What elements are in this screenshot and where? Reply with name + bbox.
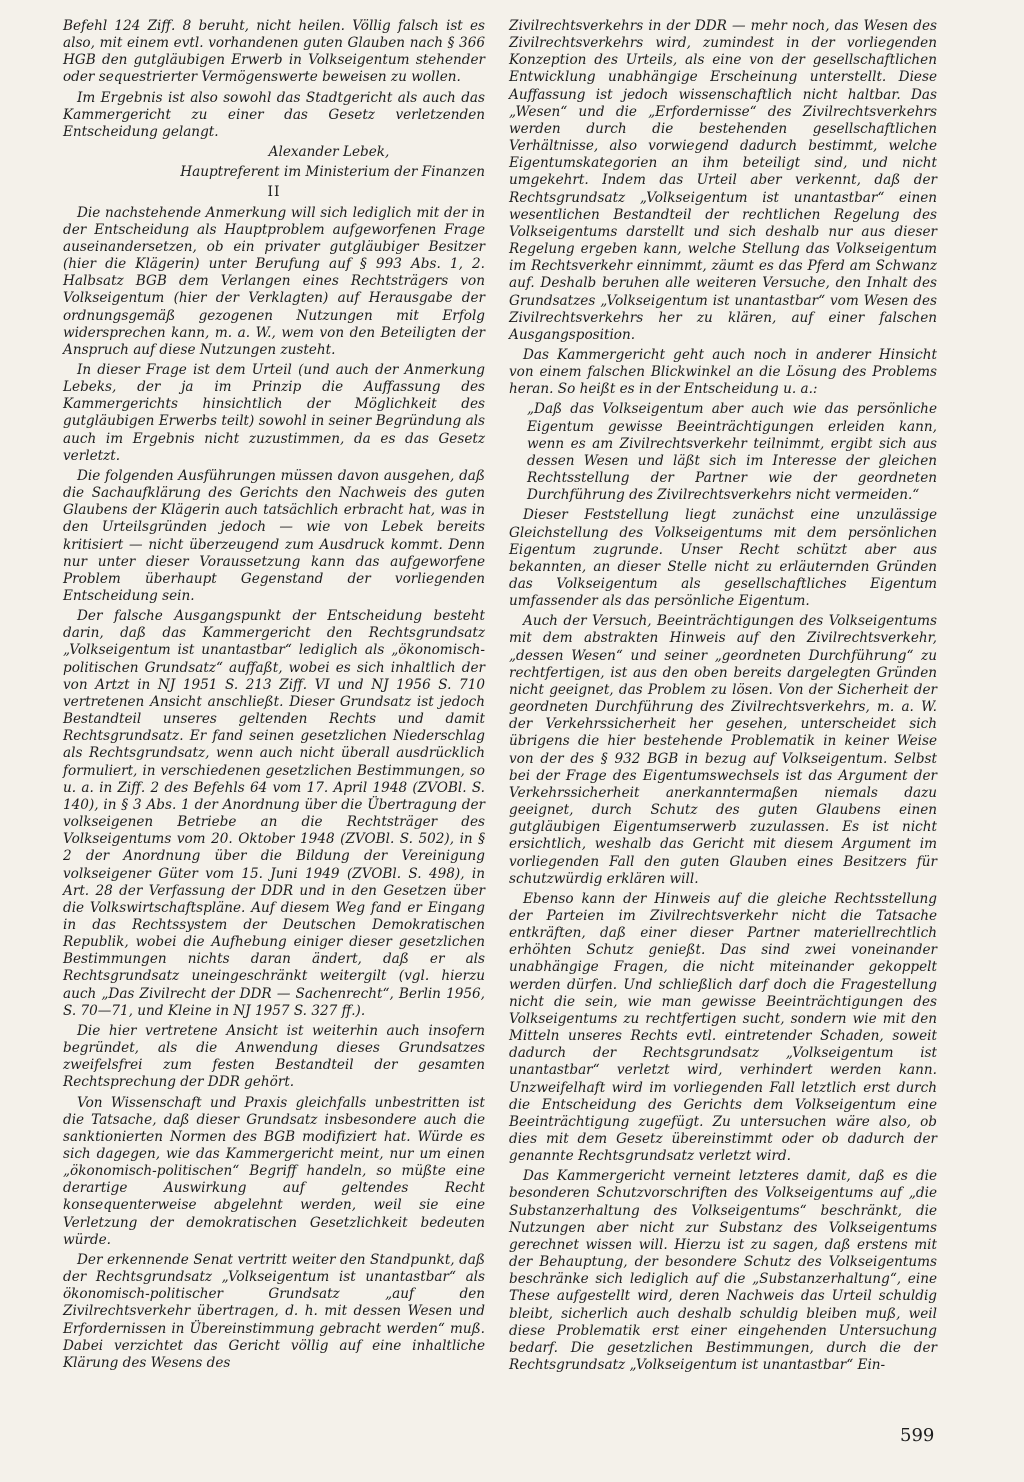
paragraph: Die folgenden Ausführungen müssen davon ausgehen, daß die Sachaufklärung des Gerichts den Nachweis des guten Glaubens der Klägerin auch tatsächlich erbracht hat, was in den Urteilsgründen jedoch — wie von Lebek bereits kritisiert — nicht überzeugend zum Ausdruck kommt. Denn nur unter dieser Voraussetzung kann das aufgeworfene Problem überhaupt Gegenstand der vorliegenden Entscheidung sein.	[63, 467, 485, 604]
paragraph: Von Wissenschaft und Praxis gleichfalls unbestritten ist die Tatsache, daß dieser Grundsatz insbesondere auch die sanktionierten Normen des BGB modifiziert hat. Würde es sich dagegen, wie das Kammergericht meint, nur um einen „ökonomisch-politischen“ Begriff handeln, so müßte eine derartige Auswirkung auf geltendes Recht konsequenterweise abgelehnt werden, weil sie eine Verletzung der demokratischen Gesetzlichkeit bedeuten würde.	[63, 1094, 485, 1248]
block-quote: „Daß das Volkseigentum aber auch wie das persönliche Eigentum gewisse Beeinträchtigungen erleiden kann, wenn es am Zivilrechtsverkehr teilnimmt, ergibt sich aus dessen Wesen und läßt sich im Interesse der gleichen Rechtsstellung der Partner wie der geordneten Durchführung des Zivilrechtsverkehrs nicht vermeiden.“	[527, 401, 937, 504]
section-numeral: II	[267, 184, 281, 201]
paragraph: Im Ergebnis ist also sowohl das Stadtgericht als auch das Kammergericht zu einer das Gesetz verletzenden Entscheidung gelangt.	[63, 89, 485, 140]
author-name: Alexander Lebek,	[268, 144, 390, 161]
page-number: 599	[900, 1425, 935, 1446]
paragraph: Auch der Versuch, Beeinträchtigungen des Volkseigentums mit dem abstrakten Hinweis auf den Zivilrechtsverkehr, „dessen Wesen“ und seiner „geordneten Durchführung“ zu rechtfertigen, ist aus den oben bereits dargelegten Gründen nicht geeignet, das Problem zu lösen. Von der Sicherheit der geordneten Durchführung des Zivilrechtsverkehrs, m. a. W. der Verkehrssicherheit her gesehen, unterscheidet sich übrigens die hier bestehende Problematik in keiner Weise von der des § 932 BGB in bezug auf Volkseigentum. Selbst bei der Frage des Eigentumswechsels ist das Argument der Verkehrssicherheit anerkanntermaßen niemals dazu geeignet, durch Schutz des guten Glaubens einen gutgläubigen Eigentumserwerb zuzulassen. Es ist nicht ersichtlich, weshalb das Gericht mit diesem Argument im vorliegenden Fall den guten Glauben eines Besitzers für schutzwürdig erklären will.	[509, 613, 937, 887]
paragraph: In dieser Frage ist dem Urteil (und auch der Anmerkung Lebeks, der ja im Prinzip die Auffassung des Kammergerichts hinsichtlich der Möglichkeit des gutgläubigen Erwerbs teilt) sowohl in seiner Begründung als auch im Ergebnis nicht zuzustimmen, da es das Gesetz verletzt.	[63, 361, 485, 464]
paragraph: Der erkennende Senat vertritt weiter den Standpunkt, daß der Rechtsgrundsatz „Volkseigentum ist unantastbar“ als ökonomisch-politischer Grundsatz „auf den Zivilrechtsverkehr übertragen, d. h. mit dessen Wesen und Erfordernissen in Übereinstimmung gebracht werden“ muß. Dabei verzichtet das Gericht völlig auf eine inhaltliche Klärung des Wesens des	[63, 1251, 485, 1371]
paragraph: Ebenso kann der Hinweis auf die gleiche Rechtsstellung der Parteien im Zivilrechtsverkehr nicht die Tatsache entkräften, daß einer dieser Partner materiellrechtlich erhöhten Schutz genießt. Das sind zwei voneinander unabhängige Fragen, die nicht miteinander gekoppelt werden dürfen. Und schließlich darf doch die Fragestellung nicht die sein, wie man gewisse Beeinträchtigungen des Volkseigentums zu rechtfertigen sucht, sondern wie mit den Mitteln unseres Rechts evtl. eintretender Schaden, soweit dadurch der Rechtsgrundsatz „Volkseigentum ist unantastbar“ verletzt wird, verhindert werden kann. Unzweifelhaft wird im vorliegenden Fall letztlich erst durch die Entscheidung des Gerichts dem Volkseigentum eine Beeinträchtigung zugefügt. Zu untersuchen wäre also, ob dies mit dem Gesetz übereinstimmt oder ob dadurch der genannte Rechtsgrundsatz verletzt wird.	[509, 890, 937, 1165]
left-column	[63, 18, 485, 1375]
paragraph: Die nachstehende Anmerkung will sich lediglich mit der in der Entscheidung als Hauptproblem aufgeworfenen Frage auseinandersetzen, ob ein privater gutgläubiger Besitzer (hier die Klägerin) unter Berufung auf § 993 Abs. 1, 2. Halbsatz BGB dem Verlangen eines Rechtsträgers von Volkseigentum (hier der Verklagten) auf Herausgabe der ordnungsgemäß gezogenen Nutzungen mit Erfolg widersprechen kann, m. a. W., wem von den Beteiligten der Anspruch auf diese Nutzungen zusteht.	[63, 204, 485, 358]
paragraph: Zivilrechtsverkehrs in der DDR — mehr noch, das Wesen des Zivilrechtsverkehrs wird, zumindest in der vorliegenden Konzeption des Urteils, als eine von der gesellschaftlichen Entwicklung unabhängige Erscheinung unterstellt. Diese Auffassung ist jedoch wissenschaftlich nicht haltbar. Das „Wesen“ und die „Erfordernisse“ des Zivilrechtsverkehrs werden durch die bestehenden gesellschaftlichen Verhältnisse, also vorwiegend dadurch bestimmt, welche Eigentumskategorien an ihm beteiligt sind, und nicht umgekehrt. Indem das Urteil aber verkennt, daß der Rechtsgrundsatz „Volkseigentum ist unantastbar“ einen wesentlichen Bestandteil der rechtlichen Regelung des Volkseigentums darstellt und sich deshalb nur aus dieser Regelung ergeben kann, welche Stellung das Volkseigentum im Rechtsverkehr einnimmt, zäumt es das Pferd am Schwanz auf. Deshalb beruhen alle weiteren Versuche, den Inhalt des Grundsatzes „Volkseigentum ist unantastbar“ vom Wesen des Zivilrechtsverkehrs her zu klären, auf einer falschen Ausgangsposition.	[509, 18, 937, 343]
paragraph: Die hier vertretene Ansicht ist weiterhin auch insofern begründet, als die Anwendung dieses Grundsatzes zweifelsfrei zum festen Bestandteil der gesamten Rechtsprechung der DDR gehört.	[63, 1022, 485, 1091]
right-column	[509, 18, 937, 1377]
paragraph: Dieser Feststellung liegt zunächst eine unzulässige Gleichstellung des Volkseigentums mit dem persönlichen Eigentum zugrunde. Unser Recht schützt aber aus bekannten, an dieser Stelle nicht zu erläuternden Gründen das Volkseigentum als gesellschaftliches Eigentum umfassender als das persönliche Eigentum.	[509, 507, 937, 610]
paragraph: Der falsche Ausgangspunkt der Entscheidung besteht darin, daß das Kammergericht den Rechtsgrundsatz „Volkseigentum ist unantastbar“ lediglich als „ökonomisch-politischen Grundsatz“ auffaßt, wobei es sich inhaltlich der von Artzt in NJ 1951 S. 213 Ziff. VI und NJ 1956 S. 710 vertretenen Ansicht anschließt. Dieser Grundsatz ist jedoch Bestandteil unseres geltenden Rechts und damit Rechtsgrundsatz. Er fand seinen gesetzlichen Niederschlag als Rechtsgrundsatz, wenn auch nicht überall ausdrücklich formuliert, in verschiedenen gesetzlichen Bestimmungen, so u. a. in Ziff. 2 des Befehls 64 vom 17. April 1948 (ZVOBl. S. 140), in § 3 Abs. 1 der Anordnung über die Übertragung der volkseigenen Betriebe an die Rechtsträger des Volkseigentums vom 20. Oktober 1948 (ZVOBl. S. 502), in § 2 der Anordnung über die Bildung der Vereinigung volkseigener Güter vom 15. Juni 1949 (ZVOBl. S. 498), in Art. 28 der Verfassung der DDR und in den Gesetzen über die Volkswirtschaftspläne. Auf diesem Weg fand er Eingang in das Rechtssystem der Deutschen Demokratischen Republik, wobei die Aufhebung einiger dieser gesetzlichen Bestimmungen nichts daran ändert, daß er als Rechtsgrundsatz uneingeschränkt weitergilt (vgl. hierzu auch „Das Zivilrecht der DDR — Sachenrecht“, Berlin 1956, S. 70—71, und Kleine in NJ 1957 S. 327 ff.).	[63, 608, 485, 1019]
author-title: Hauptreferent im Ministerium der Finanzen	[180, 164, 485, 181]
paragraph: Das Kammergericht verneint letzteres damit, daß es die besonderen Schutzvorschriften des Volkseigentums auf „die Substanzerhaltung des Volkseigentums“ beschränkt, die Nutzungen aber nicht zur Substanz des Volkseigentums gerechnet wissen will. Hierzu ist zu sagen, daß erstens mit der Behauptung, der besondere Schutz des Volkseigentums beschränke sich lediglich auf die „Substanzerhaltung“, eine These aufgestellt wird, deren Nachweis das Urteil schuldig bleibt, sicherlich auch deshalb schuldig bleiben muß, weil diese Problematik erst einer eingehenden Untersuchung bedarf. Die gesetzlichen Bestimmungen, durch die der Rechtsgrundsatz „Volkseigentum ist unantastbar“ Ein-	[509, 1168, 937, 1374]
paragraph: Befehl 124 Ziff. 8 beruht, nicht heilen. Völlig falsch ist es also, mit einem evtl. vorhandenen guten Glauben nach § 366 HGB den gutgläubigen Erwerb in Volkseigentum stehender oder sequestrierter Vermögenswerte beweisen zu wollen.	[63, 18, 485, 86]
paragraph: Das Kammergericht geht auch noch in anderer Hinsicht von einem falschen Blickwinkel an die Lösung des Problems heran. So heißt es in der Entscheidung u. a.:	[509, 346, 937, 398]
